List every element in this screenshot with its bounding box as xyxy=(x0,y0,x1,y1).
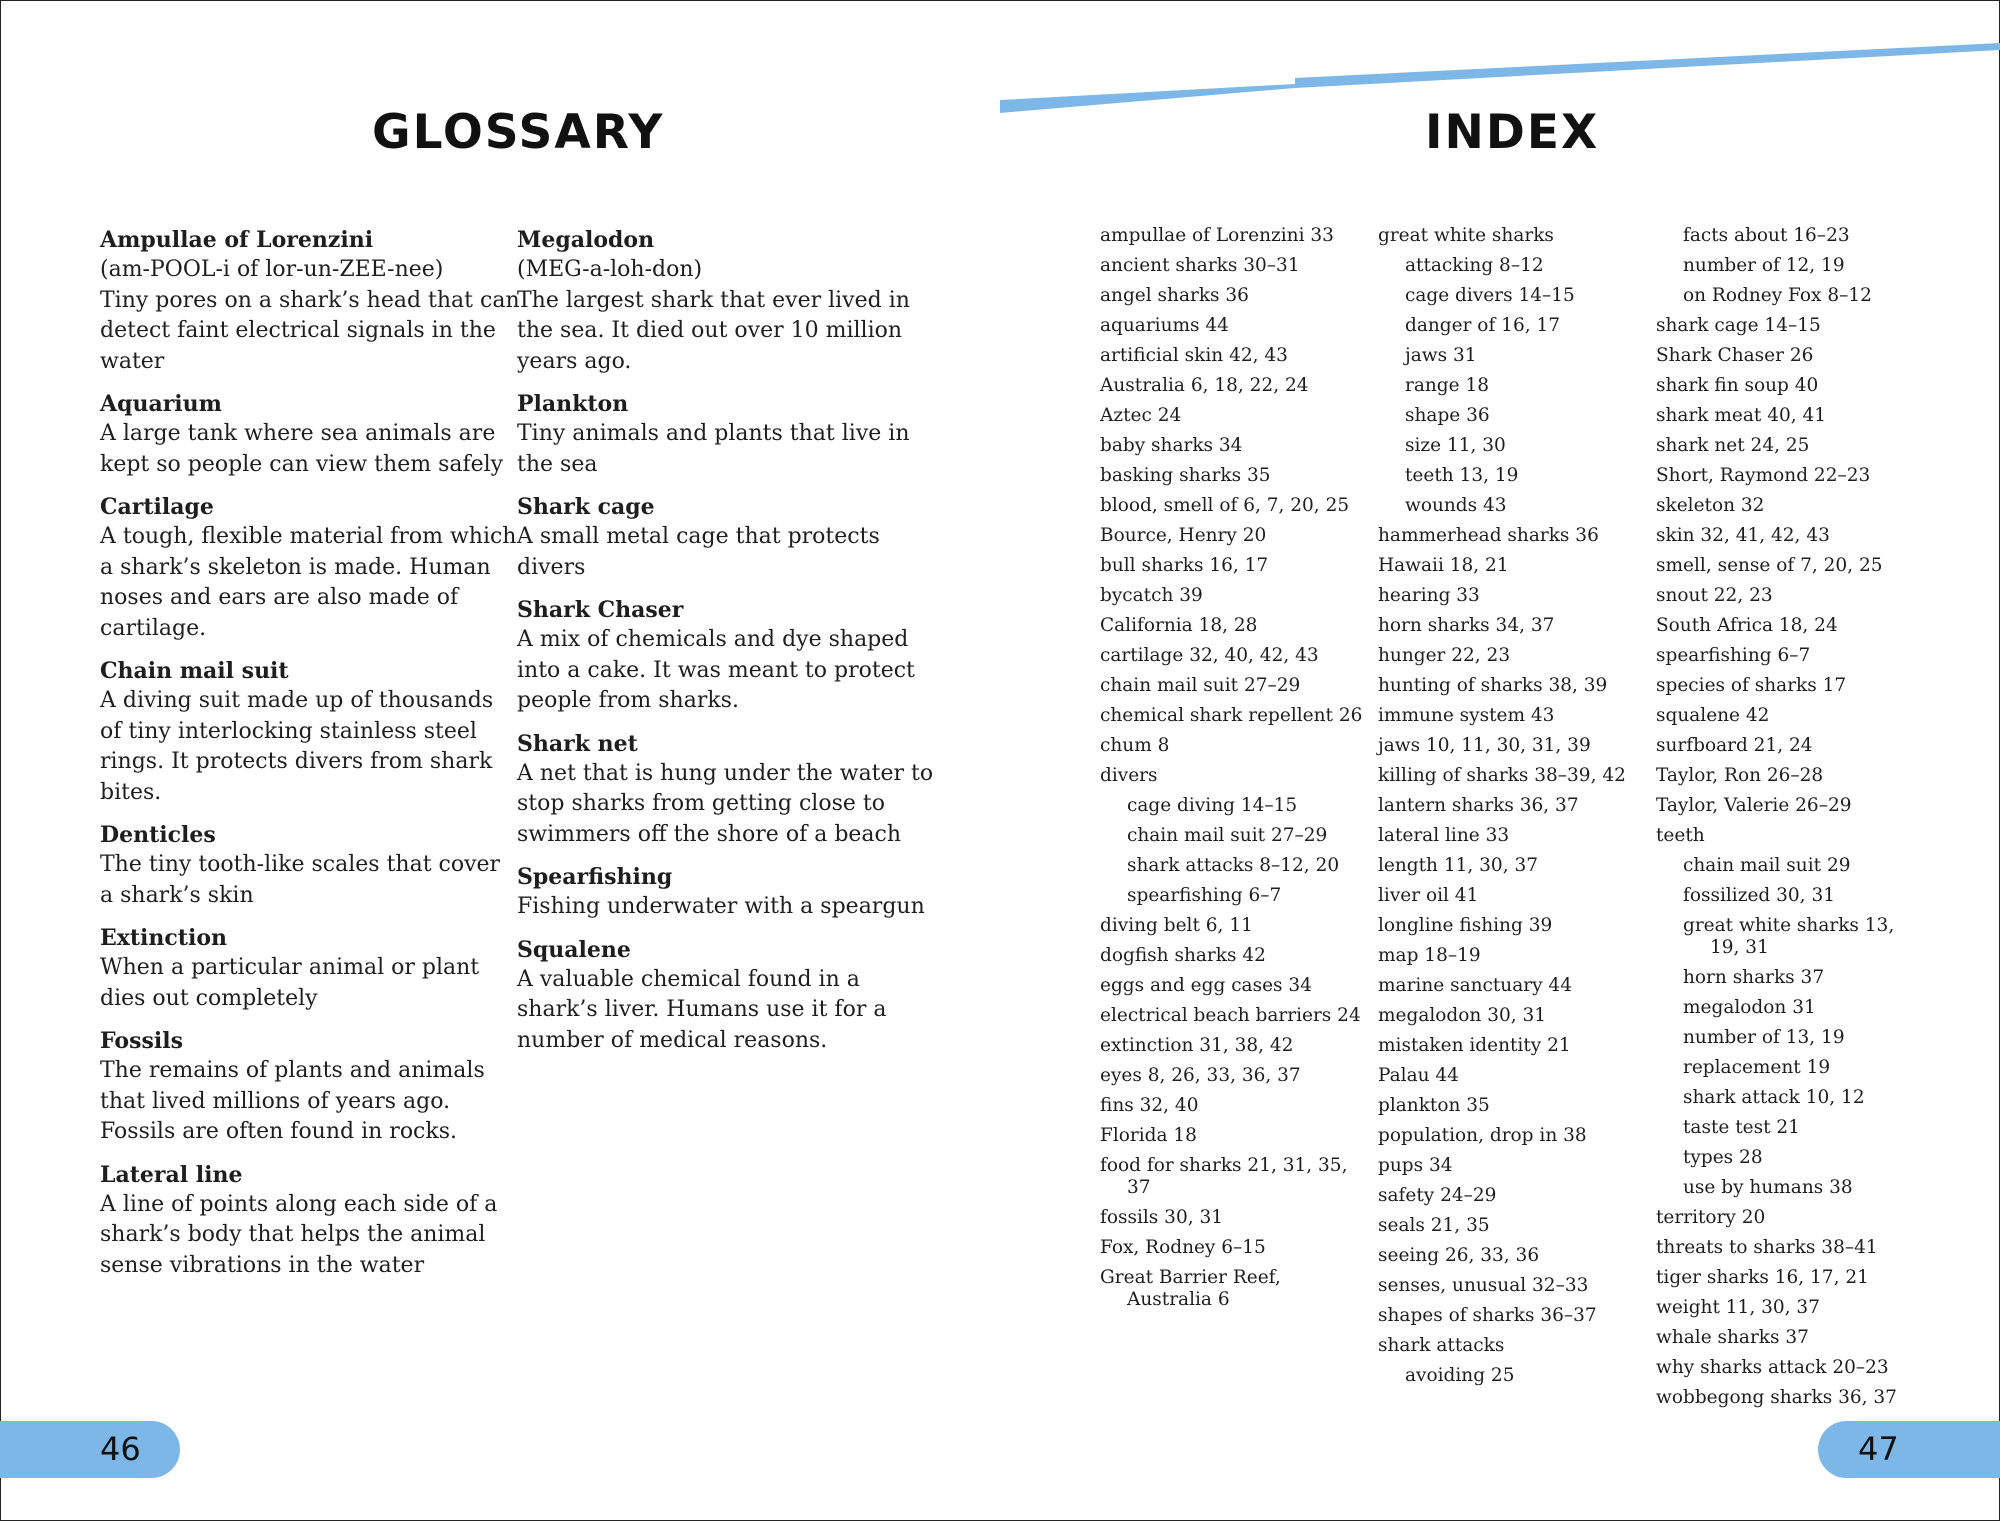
index-subentry: number of 13, 19 xyxy=(1683,1027,1845,1048)
accent-stripe xyxy=(0,0,2000,140)
index-entry: skeleton 32 xyxy=(1656,495,1765,516)
index-entry: lantern sharks 36, 37 xyxy=(1378,795,1579,816)
glossary-term: Shark net xyxy=(517,730,638,757)
index-subentry: number of 12, 19 xyxy=(1683,255,1845,276)
index-entry: bycatch 39 xyxy=(1100,585,1203,606)
index-subentry: spearfishing 6–7 xyxy=(1127,885,1282,906)
index-entry: mistaken identity 21 xyxy=(1378,1035,1571,1056)
index-entry: fossils 30, 31 xyxy=(1100,1207,1224,1228)
glossary-definition: A large tank where sea animals are kept so people can view them safely xyxy=(100,421,504,477)
index-subentry: replacement 19 xyxy=(1683,1057,1831,1078)
index-subentry: megalodon 31 xyxy=(1683,997,1816,1018)
index-entry: lateral line 33 xyxy=(1378,825,1510,846)
index-subentry: avoiding 25 xyxy=(1405,1365,1515,1386)
glossary-definition: The tiny tooth-like scales that cover a shark’s skin xyxy=(100,852,501,908)
index-entry: shark attacks xyxy=(1378,1335,1505,1356)
index-entry: population, drop in 38 xyxy=(1378,1125,1587,1146)
glossary-term: Aquarium xyxy=(100,391,222,417)
index-subentry: chain mail suit 27–29 xyxy=(1127,825,1328,846)
index-entry: map 18–19 xyxy=(1378,945,1481,966)
index-entry: eggs and egg cases 34 xyxy=(1100,975,1312,996)
index-entry: squalene 42 xyxy=(1656,705,1770,726)
glossary-definition: A net that is hung under the water to stop sharks from getting close to swimmers off the shore of a beach xyxy=(517,760,934,847)
glossary-column-1 xyxy=(100,225,520,1293)
glossary-definition: (am-POOL-i of lor-un-ZEE-nee) Tiny pores on a shark’s head that can detect faint electrical signals in the water xyxy=(100,257,520,374)
index-subentry: use by humans 38 xyxy=(1683,1177,1853,1198)
index-subentry: fossilized 30, 31 xyxy=(1683,885,1835,906)
index-entry: pups 34 xyxy=(1378,1155,1453,1176)
index-entry: eyes 8, 26, 33, 36, 37 xyxy=(1100,1065,1301,1086)
index-entry: marine sanctuary 44 xyxy=(1378,975,1572,996)
glossary-term: Denticles xyxy=(100,822,216,848)
index-column-3 xyxy=(1656,225,1926,1417)
glossary-definition: The remains of plants and animals that lived millions of years ago. Fossils are often found in rocks. xyxy=(100,1058,485,1144)
index-entry: tiger sharks 16, 17, 21 xyxy=(1656,1267,1869,1288)
index-entry: Hawaii 18, 21 xyxy=(1378,555,1509,576)
index-entry: hammerhead sharks 36 xyxy=(1378,525,1599,546)
index-entry: hunting of sharks 38, 39 xyxy=(1378,675,1608,696)
index-entry: wobbegong sharks 36, 37 xyxy=(1656,1387,1897,1408)
index-subentry: shark attacks 8–12, 20 xyxy=(1127,855,1340,876)
index-entry: smell, sense of 7, 20, 25 xyxy=(1656,555,1883,576)
glossary-definition: A mix of chemicals and dye shaped into a cake. It was meant to protect people from sharks. xyxy=(517,627,915,713)
glossary-term: Extinction xyxy=(100,925,227,951)
glossary-definition: A small metal cage that protects divers xyxy=(517,524,880,580)
glossary-definition: A diving suit made up of thousands of tiny interlocking stainless steel rings. It protects divers from shark bites. xyxy=(100,688,494,805)
index-entry: megalodon 30, 31 xyxy=(1378,1005,1547,1026)
index-entry: safety 24–29 xyxy=(1378,1185,1497,1206)
glossary-term: Ampullae of Lorenzini xyxy=(100,227,374,253)
index-subentry: shape 36 xyxy=(1405,405,1490,426)
index-subentry: range 18 xyxy=(1405,375,1489,396)
index-entry: immune system 43 xyxy=(1378,705,1555,726)
page-number-tab-left xyxy=(0,1421,180,1478)
glossary-term: Shark Chaser xyxy=(517,597,684,623)
index-entry: killing of sharks 38–39, 42 xyxy=(1378,765,1626,786)
index-entry: why sharks attack 20–23 xyxy=(1656,1357,1889,1378)
index-entry: Palau 44 xyxy=(1378,1065,1459,1086)
index-subentry: attacking 8–12 xyxy=(1405,255,1544,276)
index-entry: blood, smell of 6, 7, 20, 25 xyxy=(1100,495,1350,516)
index-entry: fins 32, 40 xyxy=(1100,1095,1199,1116)
glossary-definition: When a particular animal or plant dies out completely xyxy=(100,955,480,1011)
index-entry: chemical shark repellent 26 xyxy=(1100,705,1363,726)
index-entry: divers xyxy=(1100,765,1158,786)
glossary-definition: Tiny animals and plants that live in the sea xyxy=(517,421,910,477)
index-subentry: facts about 16–23 xyxy=(1683,225,1850,246)
index-entry: diving belt 6, 11 xyxy=(1100,915,1253,936)
index-entry: horn sharks 34, 37 xyxy=(1378,615,1555,636)
index-subentry: danger of 16, 17 xyxy=(1405,315,1561,336)
index-entry: angel sharks 36 xyxy=(1100,285,1249,306)
index-entry: territory 20 xyxy=(1656,1207,1766,1228)
index-entry: Aztec 24 xyxy=(1100,405,1182,426)
index-subentry: chain mail suit 29 xyxy=(1683,855,1851,876)
index-entry: chum 8 xyxy=(1100,735,1170,756)
index-entry: great white sharks xyxy=(1378,225,1554,246)
index-entry: Australia 6, 18, 22, 24 xyxy=(1100,375,1309,396)
index-entry: ancient sharks 30–31 xyxy=(1100,255,1300,276)
glossary-term: Chain mail suit xyxy=(100,658,289,684)
glossary-term: Lateral line xyxy=(100,1161,243,1188)
index-entry: dogfish sharks 42 xyxy=(1100,945,1266,966)
index-entry: spearfishing 6–7 xyxy=(1656,645,1811,666)
glossary-definition: (MEG-a-loh-don) The largest shark that ever lived in the sea. It died out over 10 million years ago. xyxy=(517,257,910,374)
index-entry: hunger 22, 23 xyxy=(1378,645,1511,666)
index-entry: seeing 26, 33, 36 xyxy=(1378,1245,1540,1266)
index-entry: aquariums 44 xyxy=(1100,315,1229,336)
index-entry: basking sharks 35 xyxy=(1100,465,1271,486)
index-entry: liver oil 41 xyxy=(1378,885,1479,906)
glossary-term: Megalodon xyxy=(517,227,655,253)
index-entry: extinction 31, 38, 42 xyxy=(1100,1035,1294,1056)
index-entry: shark meat 40, 41 xyxy=(1656,405,1827,426)
index-subentry: size 11, 30 xyxy=(1405,435,1506,456)
index-subentry: types 28 xyxy=(1683,1147,1763,1168)
index-entry: senses, unusual 32–33 xyxy=(1378,1275,1589,1296)
index-entry: Shark Chaser 26 xyxy=(1656,345,1814,366)
index-entry: species of sharks 17 xyxy=(1656,675,1847,696)
index-subentry: great white sharks 13, 19, 31 xyxy=(1683,915,1895,958)
index-entry: Bource, Henry 20 xyxy=(1100,525,1267,546)
index-subentry: teeth 13, 19 xyxy=(1405,465,1519,486)
index-entry: longline fishing 39 xyxy=(1378,915,1553,936)
index-subentry: jaws 31 xyxy=(1405,345,1477,366)
index-entry: shapes of sharks 36–37 xyxy=(1378,1305,1597,1326)
index-entry: Short, Raymond 22–23 xyxy=(1656,465,1871,486)
glossary-term: Spearfishing xyxy=(517,864,673,890)
glossary-column-2 xyxy=(517,225,937,1068)
index-entry: cartilage 32, 40, 42, 43 xyxy=(1100,645,1319,666)
index-entry: ampullae of Lorenzini 33 xyxy=(1100,225,1334,246)
glossary-term: Squalene xyxy=(517,936,631,963)
index-entry: seals 21, 35 xyxy=(1378,1215,1490,1236)
index-entry: length 11, 30, 37 xyxy=(1378,855,1538,876)
index-entry: snout 22, 23 xyxy=(1656,585,1773,606)
index-subentry: taste test 21 xyxy=(1683,1117,1800,1138)
index-entry: Taylor, Valerie 26–29 xyxy=(1656,795,1852,816)
index-entry: Florida 18 xyxy=(1100,1125,1197,1146)
index-entry: chain mail suit 27–29 xyxy=(1100,675,1301,696)
glossary-term: Shark cage xyxy=(517,494,655,520)
index-entry: skin 32, 41, 42, 43 xyxy=(1656,525,1830,546)
glossary-definition: A tough, flexible material from which a shark’s skeleton is made. Human noses and ears are also made of cartilage. xyxy=(100,524,517,641)
glossary-definition: A line of points along each side of a shark’s body that helps the animal sense vibrations in the water xyxy=(100,1191,498,1278)
index-entry: shark cage 14–15 xyxy=(1656,315,1821,336)
index-entry: Fox, Rodney 6–15 xyxy=(1100,1237,1266,1258)
glossary-definition: A valuable chemical found in a shark’s liver. Humans use it for a number of medical reasons. xyxy=(517,966,887,1053)
index-column-2 xyxy=(1378,225,1648,1395)
page-number-left: 46 xyxy=(100,1430,141,1468)
index-entry: bull sharks 16, 17 xyxy=(1100,555,1269,576)
index-entry: Taylor, Ron 26–28 xyxy=(1656,765,1824,786)
glossary-term: Cartilage xyxy=(100,494,214,520)
page-number-right: 47 xyxy=(1858,1430,1899,1468)
index-entry: food for sharks 21, 31, 35, 37 xyxy=(1100,1155,1348,1198)
index-subentry: cage diving 14–15 xyxy=(1127,795,1298,816)
glossary-term: Plankton xyxy=(517,391,629,417)
page-number-tab-right xyxy=(1818,1421,2000,1478)
index-subentry: cage divers 14–15 xyxy=(1405,285,1575,306)
index-entry: shark fin soup 40 xyxy=(1656,375,1819,396)
index-column-1 xyxy=(1100,225,1370,1319)
index-entry: shark net 24, 25 xyxy=(1656,435,1810,456)
index-entry: teeth xyxy=(1656,825,1705,846)
index-entry: weight 11, 30, 37 xyxy=(1656,1297,1820,1318)
index-entry: South Africa 18, 24 xyxy=(1656,615,1838,636)
index-entry: Great Barrier Reef, Australia 6 xyxy=(1100,1267,1281,1310)
index-subentry: horn sharks 37 xyxy=(1683,967,1825,988)
index-entry: baby sharks 34 xyxy=(1100,435,1243,456)
index-subentry: wounds 43 xyxy=(1405,495,1507,516)
index-entry: plankton 35 xyxy=(1378,1095,1490,1116)
index-subentry: shark attack 10, 12 xyxy=(1683,1087,1865,1108)
index-entry: whale sharks 37 xyxy=(1656,1327,1809,1348)
index-entry: threats to sharks 38–41 xyxy=(1656,1237,1878,1258)
index-entry: jaws 10, 11, 30, 31, 39 xyxy=(1378,735,1591,756)
index-entry: artificial skin 42, 43 xyxy=(1100,345,1288,366)
index-title: INDEX xyxy=(1425,105,1600,160)
index-entry: California 18, 28 xyxy=(1100,615,1258,636)
index-subentry: on Rodney Fox 8–12 xyxy=(1683,285,1872,306)
glossary-title: GLOSSARY xyxy=(372,105,665,160)
glossary-term: Fossils xyxy=(100,1028,183,1054)
index-entry: electrical beach barriers 24 xyxy=(1100,1005,1361,1026)
index-entry: surfboard 21, 24 xyxy=(1656,735,1813,756)
index-entry: hearing 33 xyxy=(1378,585,1480,606)
glossary-definition: Fishing underwater with a speargun xyxy=(517,894,925,919)
